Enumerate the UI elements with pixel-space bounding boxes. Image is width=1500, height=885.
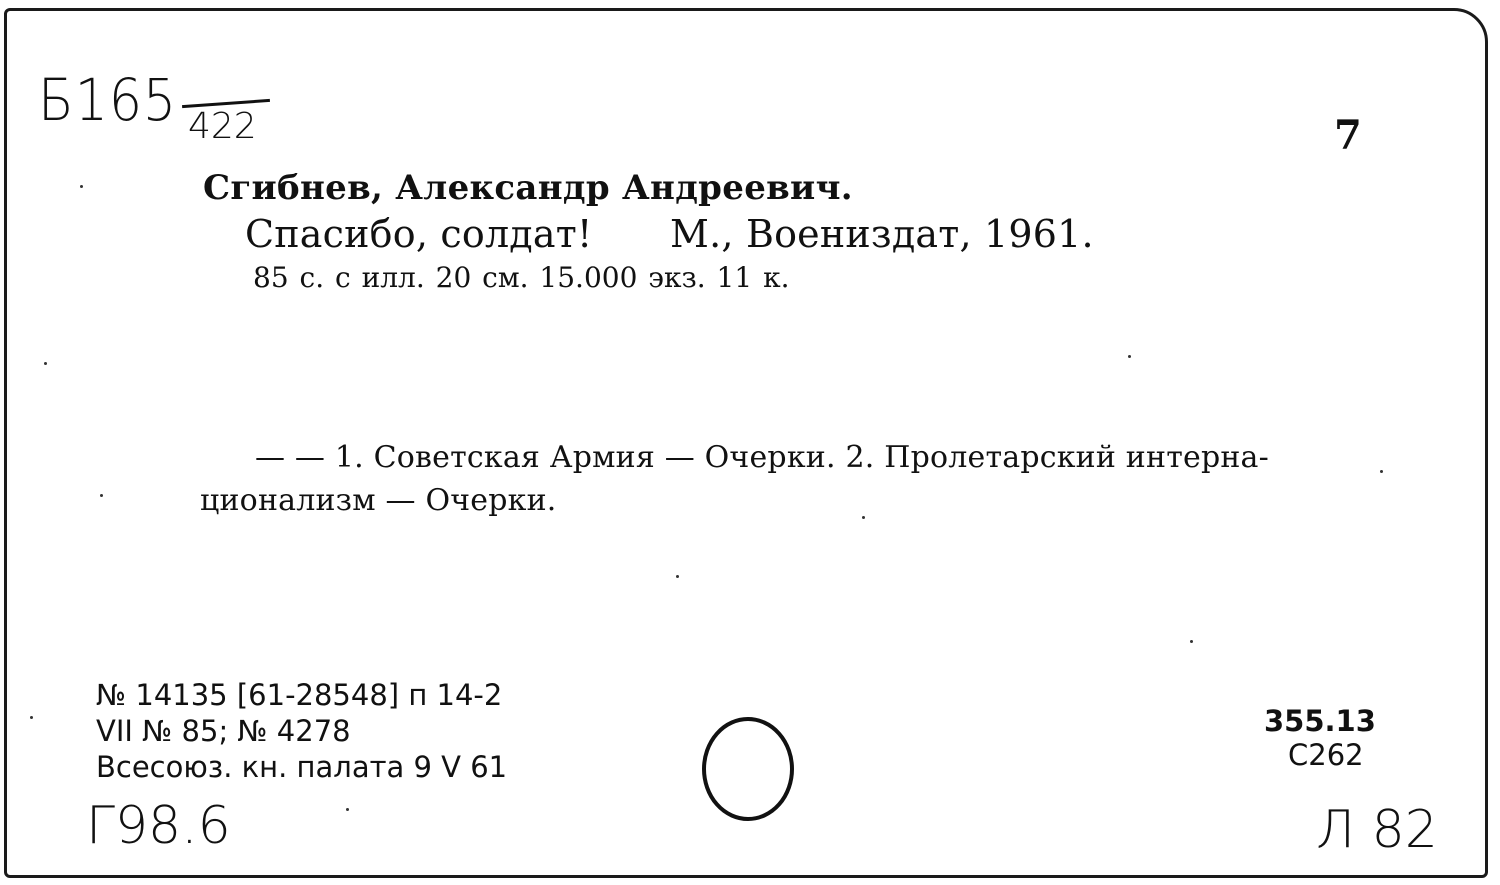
speck <box>30 716 33 719</box>
handwritten-bottom-right: Л 82 <box>1316 800 1438 860</box>
collation: 85 с. с илл. 20 см. 15.000 экз. 11 к. <box>253 261 790 294</box>
speck <box>80 185 83 188</box>
speck <box>1380 470 1383 473</box>
book-title: Спасибо, солдат! <box>245 212 593 256</box>
speck <box>676 575 679 578</box>
classification-number: 355.13 <box>1264 704 1376 738</box>
author-heading: Сгибнев, Александр Андреевич. <box>203 168 853 208</box>
speck <box>44 362 47 365</box>
handwritten-shelfmark-sub: 422 <box>188 106 257 147</box>
handwritten-bottom-left: Г98.6 <box>86 796 231 856</box>
issuing-chamber: Всесоюз. кн. палата 9 V 61 <box>96 750 508 784</box>
speck <box>100 494 103 497</box>
record-reference: VII № 85; № 4278 <box>96 714 351 748</box>
speck <box>346 808 349 811</box>
speck <box>862 516 865 519</box>
punch-hole <box>698 712 798 824</box>
imprint: М., Воениздат, 1961. <box>670 212 1094 256</box>
handwritten-shelfmark: Б165 <box>38 66 178 134</box>
speck <box>1190 640 1193 643</box>
subject-headings-line-1: — — 1. Советская Армия — Очерки. 2. Пролетарский интерна- <box>255 440 1269 475</box>
record-number: № 14135 [61-28548] п 14-2 <box>96 678 503 712</box>
card-number: 7 <box>1334 112 1362 159</box>
speck <box>1128 355 1131 358</box>
author-mark: С262 <box>1288 738 1364 772</box>
subject-headings-line-2: ционализм — Очерки. <box>200 483 557 518</box>
